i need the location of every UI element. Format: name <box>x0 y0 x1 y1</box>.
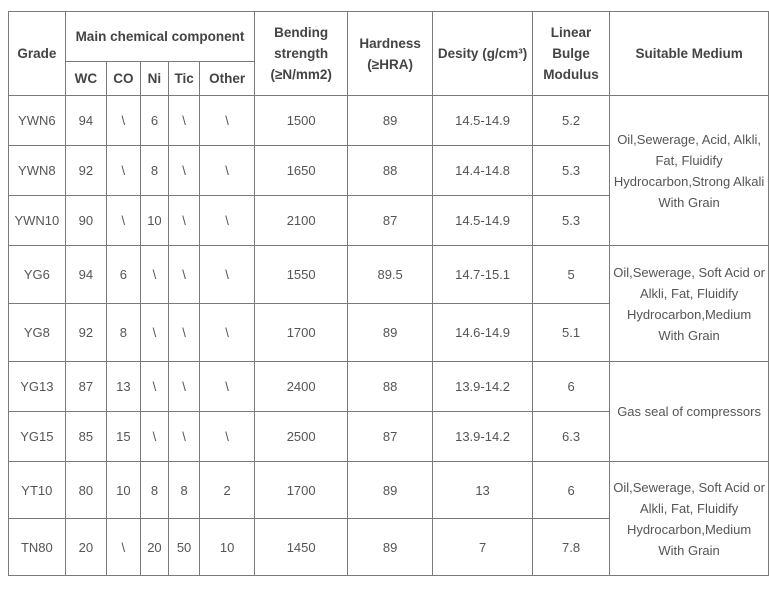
cell-co: \ <box>107 96 141 146</box>
cell-hardness: 89 <box>348 304 433 362</box>
cell-tic: \ <box>169 246 200 304</box>
cell-wc: 87 <box>65 362 106 412</box>
cell-density: 7 <box>433 519 533 576</box>
cell-other: \ <box>199 362 254 412</box>
cell-wc: 20 <box>65 519 106 576</box>
cell-modulus: 5.2 <box>532 96 609 146</box>
cell-modulus: 7.8 <box>532 519 609 576</box>
cell-modulus: 5.3 <box>532 146 609 196</box>
cell-grade: YG15 <box>9 412 66 462</box>
cell-bending: 2100 <box>255 196 348 246</box>
cell-wc: 85 <box>65 412 106 462</box>
cell-wc: 92 <box>65 304 106 362</box>
cell-co: \ <box>107 519 141 576</box>
header-modulus: Linear Bulge Modulus <box>532 12 609 96</box>
cell-co: 6 <box>107 246 141 304</box>
cell-ni: \ <box>140 362 169 412</box>
cell-bending: 1700 <box>255 304 348 362</box>
cell-wc: 90 <box>65 196 106 246</box>
table-row <box>9 362 769 412</box>
cell-ni: 10 <box>140 196 169 246</box>
cell-hardness: 89.5 <box>348 246 433 304</box>
cell-medium: Oil,Sewerage, Acid, Alkli, Fat, Fluidify Hydrocarbon,Strong Alkali With Grain <box>610 96 769 246</box>
table-row <box>9 96 769 146</box>
cell-other: \ <box>199 304 254 362</box>
cell-medium: Oil,Sewerage, Soft Acid or Alkli, Fat, Fluidify Hydrocarbon,Medium With Grain <box>610 462 769 576</box>
cell-density: 14.6-14.9 <box>433 304 533 362</box>
cell-ni: \ <box>140 246 169 304</box>
cell-hardness: 89 <box>348 462 433 519</box>
table-wrapper <box>8 11 769 576</box>
cell-bending: 1650 <box>255 146 348 196</box>
cell-tic: \ <box>169 362 200 412</box>
cell-co: 10 <box>107 462 141 519</box>
cell-tic: \ <box>169 196 200 246</box>
cell-bending: 1450 <box>255 519 348 576</box>
cell-hardness: 88 <box>348 146 433 196</box>
cell-co: 15 <box>107 412 141 462</box>
cell-co: \ <box>107 146 141 196</box>
cell-wc: 80 <box>65 462 106 519</box>
cell-wc: 94 <box>65 96 106 146</box>
cell-tic: \ <box>169 412 200 462</box>
cell-grade: YG6 <box>9 246 66 304</box>
cell-tic: 8 <box>169 462 200 519</box>
cell-ni: \ <box>140 412 169 462</box>
cell-ni: 8 <box>140 462 169 519</box>
header-bending: Bending strength (≥N/mm2) <box>255 12 348 96</box>
cell-other: \ <box>199 412 254 462</box>
cell-grade: YT10 <box>9 462 66 519</box>
cell-modulus: 5.3 <box>532 196 609 246</box>
cell-hardness: 87 <box>348 196 433 246</box>
header-medium: Suitable Medium <box>610 12 769 96</box>
header-row <box>9 12 769 62</box>
cell-modulus: 6 <box>532 362 609 412</box>
cell-other: 10 <box>199 519 254 576</box>
cell-hardness: 88 <box>348 362 433 412</box>
cell-density: 14.4-14.8 <box>433 146 533 196</box>
header-main-chemical: Main chemical component <box>65 12 255 62</box>
subheader-other: Other <box>199 62 254 96</box>
cell-medium: Oil,Sewerage, Soft Acid or Alkli, Fat, Fluidify Hydrocarbon,Medium With Grain <box>610 246 769 362</box>
cell-bending: 2400 <box>255 362 348 412</box>
cell-co: 13 <box>107 362 141 412</box>
cell-grade: YG8 <box>9 304 66 362</box>
table-row <box>9 462 769 519</box>
cell-density: 14.7-15.1 <box>433 246 533 304</box>
cell-grade: YWN10 <box>9 196 66 246</box>
subheader-ni: Ni <box>140 62 169 96</box>
cell-density: 13 <box>433 462 533 519</box>
table-row <box>9 246 769 304</box>
cell-bending: 1500 <box>255 96 348 146</box>
cell-modulus: 6 <box>532 462 609 519</box>
cell-bending: 1700 <box>255 462 348 519</box>
cell-tic: \ <box>169 146 200 196</box>
cell-ni: 8 <box>140 146 169 196</box>
cell-grade: TN80 <box>9 519 66 576</box>
cell-density: 14.5-14.9 <box>433 96 533 146</box>
subheader-co: CO <box>107 62 141 96</box>
cell-co: \ <box>107 196 141 246</box>
header-hardness: Hardness (≥HRA) <box>348 12 433 96</box>
cell-other: \ <box>199 196 254 246</box>
cell-tic: 50 <box>169 519 200 576</box>
cell-bending: 2500 <box>255 412 348 462</box>
carbide-grade-table <box>8 11 769 576</box>
cell-other: \ <box>199 96 254 146</box>
cell-hardness: 87 <box>348 412 433 462</box>
cell-other: \ <box>199 146 254 196</box>
cell-ni: \ <box>140 304 169 362</box>
cell-modulus: 5 <box>532 246 609 304</box>
cell-modulus: 5.1 <box>532 304 609 362</box>
cell-wc: 92 <box>65 146 106 196</box>
cell-hardness: 89 <box>348 519 433 576</box>
cell-other: \ <box>199 246 254 304</box>
cell-hardness: 89 <box>348 96 433 146</box>
cell-tic: \ <box>169 304 200 362</box>
header-density: Desity (g/cm³) <box>433 12 533 96</box>
cell-density: 14.5-14.9 <box>433 196 533 246</box>
cell-tic: \ <box>169 96 200 146</box>
cell-medium: Gas seal of compressors <box>610 362 769 462</box>
cell-other: 2 <box>199 462 254 519</box>
cell-ni: 20 <box>140 519 169 576</box>
cell-wc: 94 <box>65 246 106 304</box>
cell-co: 8 <box>107 304 141 362</box>
header-grade: Grade <box>9 12 66 96</box>
cell-grade: YWN6 <box>9 96 66 146</box>
cell-grade: YG13 <box>9 362 66 412</box>
cell-density: 13.9-14.2 <box>433 412 533 462</box>
subheader-wc: WC <box>65 62 106 96</box>
cell-grade: YWN8 <box>9 146 66 196</box>
cell-density: 13.9-14.2 <box>433 362 533 412</box>
subheader-tic: Tic <box>169 62 200 96</box>
cell-modulus: 6.3 <box>532 412 609 462</box>
cell-ni: 6 <box>140 96 169 146</box>
cell-bending: 1550 <box>255 246 348 304</box>
